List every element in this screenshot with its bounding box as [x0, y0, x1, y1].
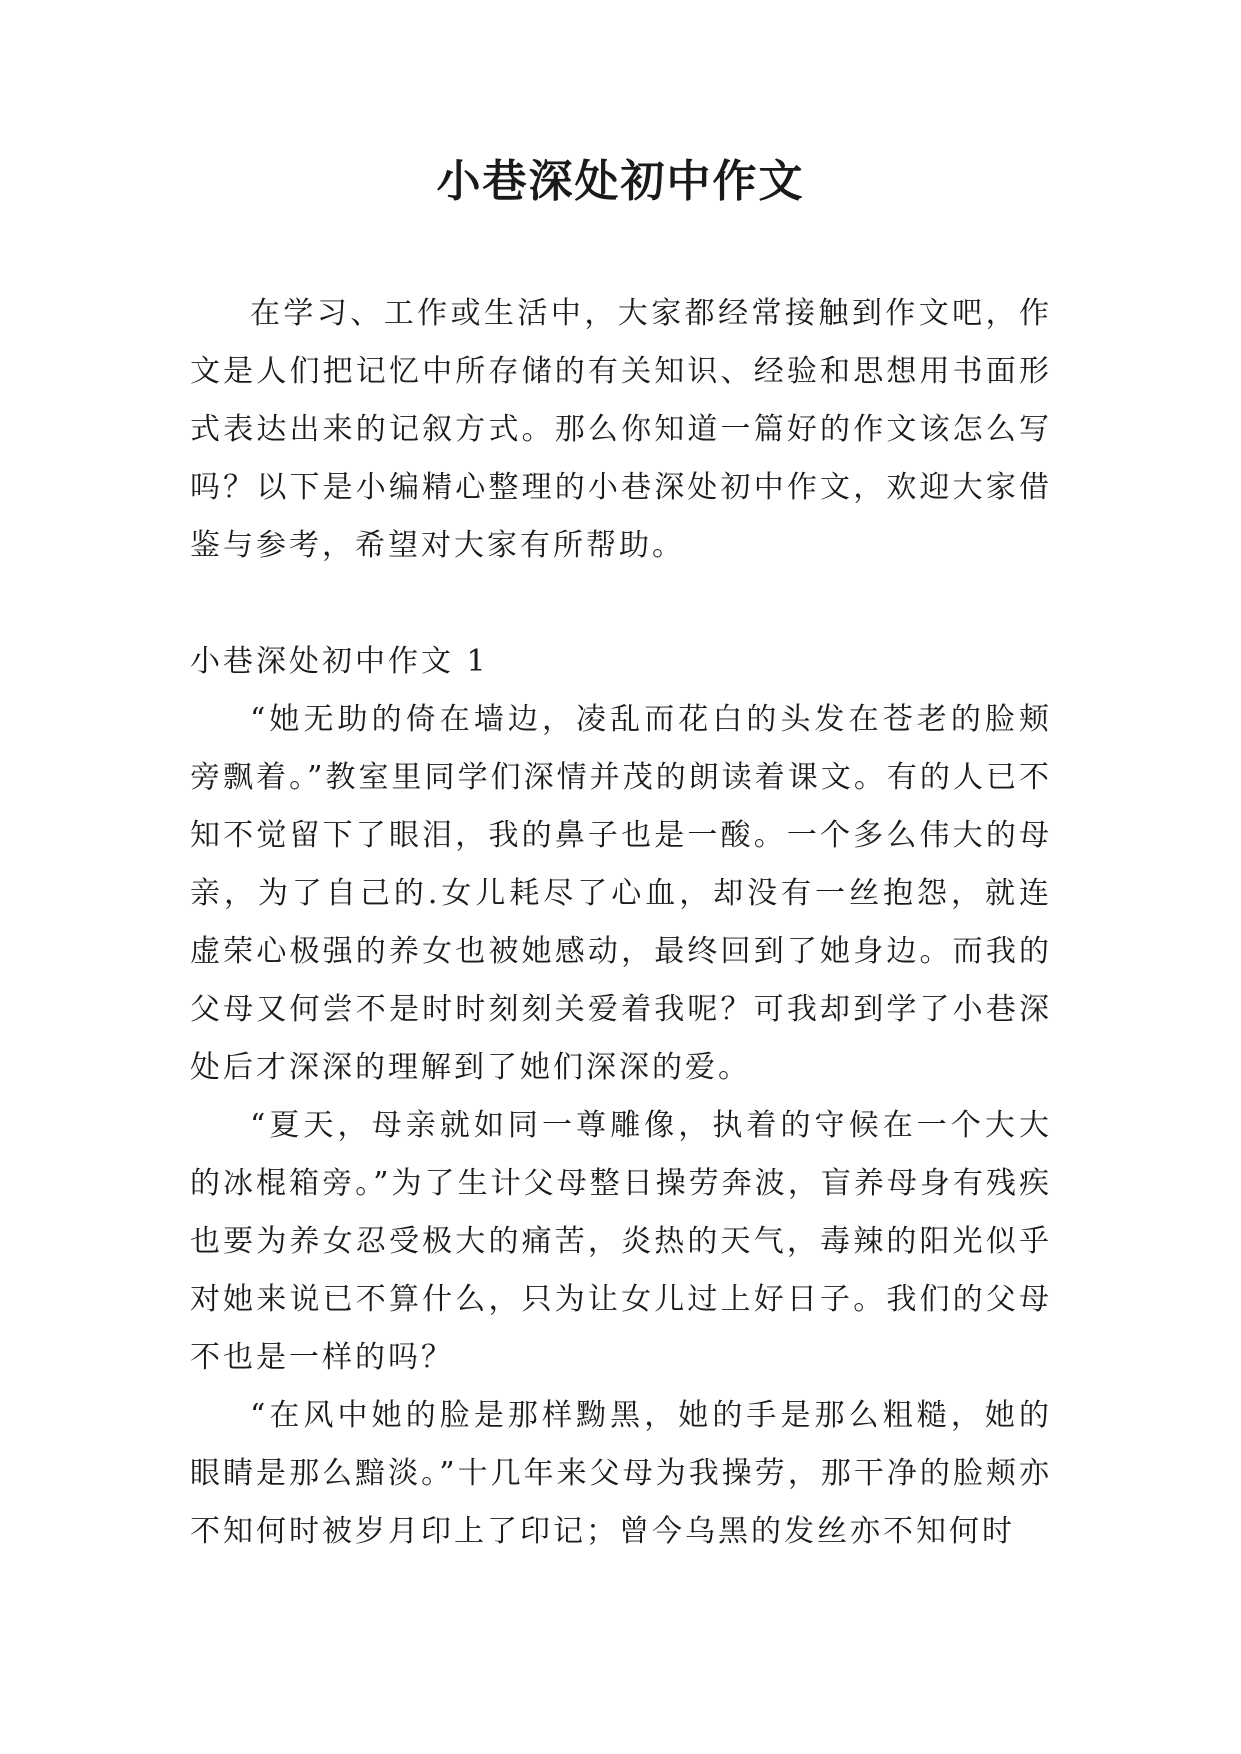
paragraph-spacer — [190, 575, 1052, 633]
document-body — [190, 285, 1052, 1561]
body-paragraph-3: “在风中她的脸是那样黝黑，她的手是那么粗糙，她的眼睛是那么黯淡。”十几年来父母为我操劳，那干净的脸颊亦不知何时被岁月印上了印记；曾今乌黑的发丝亦不知何时 — [190, 1398, 1052, 1549]
intro-paragraph: 在学习、工作或生活中，大家都经常接触到作文吧，作文是人们把记忆中所存储的有关知识、经验和思想用书面形式表达出来的记叙方式。那么你知道一篇好的作文该怎么写吗？以下是小编精心整理的小巷深处初中作文，欢迎大家借鉴与参考，希望对大家有所帮助。 — [190, 296, 1052, 563]
body-paragraph-1: “她无助的倚在墙边，凌乱而花白的头发在苍老的脸颊旁飘着。”教室里同学们深情并茂的朗读着课文。有的人已不知不觉留下了眼泪，我的鼻子也是一酸。一个多么伟大的母亲，为了自己的.女儿耗尽了心血，却没有一丝抱怨，就连虚荣心极强的养女也被她感动，最终回到了她身边。而我的父母又何尝不是时时刻刻关爱着我呢？可我却到学了小巷深处后才深深的理解到了她们深深的爱。 — [190, 702, 1052, 1085]
section-heading: 小巷深处初中作文 1 — [190, 644, 489, 679]
body-paragraph-2: “夏天，母亲就如同一尊雕像，执着的守候在一个大大的冰棍箱旁。”为了生计父母整日操劳奔波，盲养母身有残疾也要为养女忍受极大的痛苦，炎热的天气，毒辣的阳光似乎对她来说已不算什么，只为让女儿过上好日子。我们的父母不也是一样的吗？ — [190, 1108, 1052, 1375]
document-title: 小巷深处初中作文 — [436, 156, 805, 207]
